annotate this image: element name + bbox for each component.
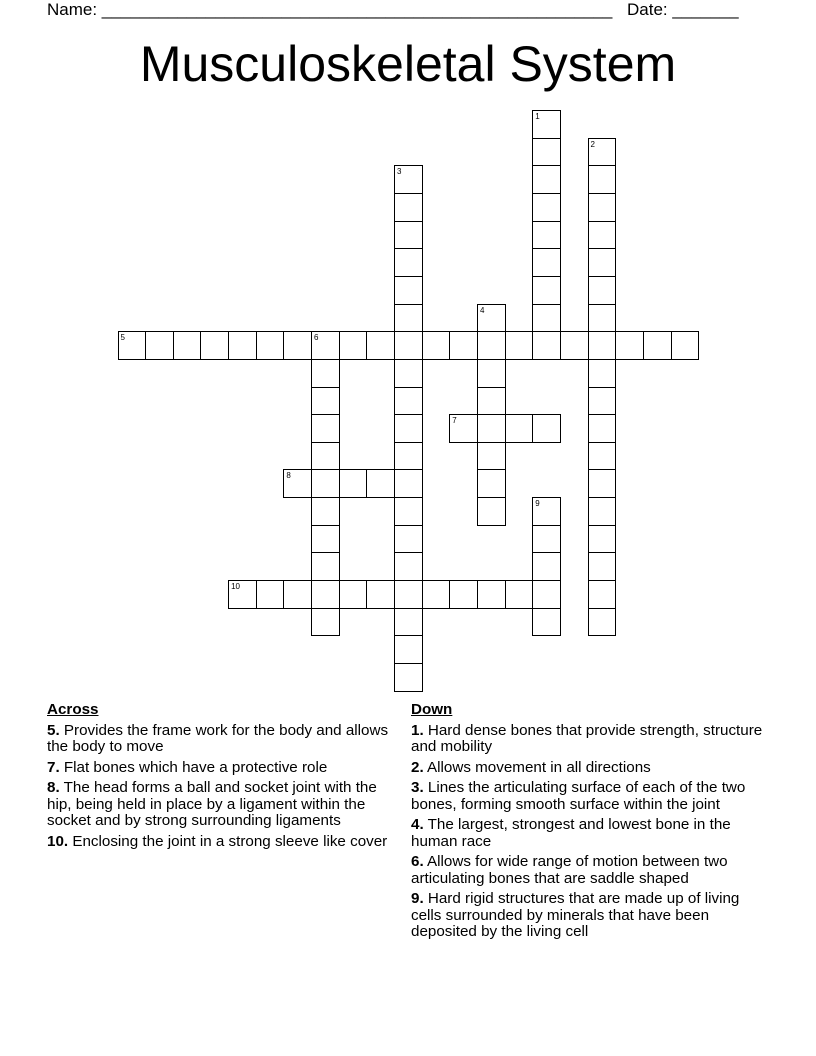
crossword-cell[interactable] bbox=[588, 525, 617, 554]
crossword-cell[interactable] bbox=[339, 331, 368, 360]
clue-item bbox=[47, 723, 397, 756]
crossword-cell[interactable] bbox=[477, 469, 506, 498]
clue-number: 5. bbox=[47, 721, 60, 739]
crossword-cell[interactable] bbox=[588, 138, 617, 167]
clue-item bbox=[47, 760, 397, 777]
crossword-cell[interactable] bbox=[339, 469, 368, 498]
clue-number: 3. bbox=[411, 779, 424, 796]
crossword-cell[interactable] bbox=[394, 469, 423, 498]
crossword-cell[interactable] bbox=[588, 414, 617, 443]
crossword-cell[interactable] bbox=[394, 497, 423, 526]
clue-text: Allows movement in all directions bbox=[423, 758, 651, 776]
crossword-cell[interactable] bbox=[532, 165, 561, 194]
crossword-cell[interactable] bbox=[532, 110, 561, 139]
clue-text: Lines the articulating surface of each of the two bones, forming smooth surface within the joint bbox=[411, 779, 746, 813]
crossword-cell[interactable] bbox=[394, 359, 423, 388]
cell-number: 9 bbox=[535, 499, 540, 509]
crossword-cell[interactable] bbox=[394, 221, 423, 250]
crossword-cell[interactable] bbox=[394, 608, 423, 637]
clue-number: 2. bbox=[411, 758, 424, 776]
crossword-cell[interactable] bbox=[311, 608, 340, 637]
crossword-cell[interactable] bbox=[449, 414, 478, 443]
crossword-cell[interactable] bbox=[532, 304, 561, 333]
crossword-cell[interactable] bbox=[366, 469, 395, 498]
crossword-cell[interactable] bbox=[588, 552, 617, 581]
crossword-cell[interactable] bbox=[671, 331, 700, 360]
crossword-cell[interactable] bbox=[311, 580, 340, 609]
crossword-cell[interactable] bbox=[588, 497, 617, 526]
cell-number: 2 bbox=[590, 139, 595, 149]
clue-text: Hard rigid structures that are made up of living cells surrounded by minerals that have been deposited by the living cell bbox=[411, 890, 740, 940]
crossword-cell[interactable] bbox=[477, 304, 506, 333]
clue-number: 6. bbox=[411, 853, 424, 870]
crossword-cell[interactable] bbox=[394, 663, 423, 692]
crossword-cell[interactable] bbox=[311, 525, 340, 554]
crossword-cell[interactable] bbox=[588, 304, 617, 333]
crossword-cell[interactable] bbox=[588, 165, 617, 194]
crossword-cell[interactable] bbox=[532, 276, 561, 305]
crossword-cell[interactable] bbox=[311, 442, 340, 471]
clue-text: Flat bones which have a protective role bbox=[59, 758, 328, 776]
clue-item bbox=[411, 780, 766, 813]
crossword-cell[interactable] bbox=[588, 276, 617, 305]
crossword-cell[interactable] bbox=[532, 580, 561, 609]
clue-text: Provides the frame work for the body and allows the body to move bbox=[47, 721, 389, 755]
crossword-cell[interactable] bbox=[394, 165, 423, 194]
clue-text: Hard dense bones that provide strength, structure and mobility bbox=[411, 721, 763, 755]
crossword-cell[interactable] bbox=[615, 331, 644, 360]
crossword-cell[interactable] bbox=[394, 276, 423, 305]
crossword-cell[interactable] bbox=[228, 331, 257, 360]
crossword-cell[interactable] bbox=[477, 414, 506, 443]
crossword-cell[interactable] bbox=[477, 387, 506, 416]
crossword-cell[interactable] bbox=[422, 331, 451, 360]
across-clues bbox=[47, 702, 397, 854]
crossword-cell[interactable] bbox=[505, 331, 534, 360]
crossword-cell[interactable] bbox=[532, 552, 561, 581]
clue-number: 9. bbox=[411, 890, 424, 907]
crossword-cell[interactable] bbox=[394, 304, 423, 333]
clue-text: Allows for wide range of motion between two articulating bones that are saddle shaped bbox=[411, 853, 728, 887]
crossword-cell[interactable] bbox=[394, 248, 423, 277]
crossword-cell[interactable] bbox=[311, 359, 340, 388]
crossword-cell[interactable] bbox=[588, 387, 617, 416]
crossword-cell[interactable] bbox=[311, 387, 340, 416]
crossword-cell[interactable] bbox=[532, 248, 561, 277]
cell-number: 8 bbox=[286, 471, 291, 481]
crossword-cell[interactable] bbox=[394, 525, 423, 554]
crossword-cell[interactable] bbox=[532, 138, 561, 167]
crossword-cell[interactable] bbox=[588, 469, 617, 498]
crossword-cell[interactable] bbox=[505, 580, 534, 609]
crossword-cell[interactable] bbox=[118, 331, 147, 360]
crossword-cell[interactable] bbox=[477, 359, 506, 388]
crossword-cell[interactable] bbox=[311, 469, 340, 498]
crossword-cell[interactable] bbox=[311, 497, 340, 526]
cell-number: 6 bbox=[314, 333, 319, 343]
across-heading: Across bbox=[47, 701, 99, 718]
crossword-cell[interactable] bbox=[311, 552, 340, 581]
crossword-cell[interactable] bbox=[449, 580, 478, 609]
cell-number: 1 bbox=[535, 112, 540, 121]
down-clue-list bbox=[411, 723, 766, 941]
crossword-cell[interactable] bbox=[588, 248, 617, 277]
crossword-cell[interactable] bbox=[588, 580, 617, 609]
crossword-cell[interactable] bbox=[477, 331, 506, 360]
crossword-cell[interactable] bbox=[256, 331, 285, 360]
crossword-cell[interactable] bbox=[283, 331, 312, 360]
crossword-cell[interactable] bbox=[228, 580, 257, 609]
page-title: Musculoskeletal System bbox=[139, 36, 677, 92]
crossword-cell[interactable] bbox=[643, 331, 672, 360]
crossword-cell[interactable] bbox=[394, 552, 423, 581]
crossword-cell[interactable] bbox=[256, 580, 285, 609]
clue-number: 7. bbox=[47, 758, 60, 776]
crossword-cell[interactable] bbox=[366, 331, 395, 360]
crossword-cell[interactable] bbox=[145, 331, 174, 360]
crossword-cell[interactable] bbox=[505, 414, 534, 443]
clue-text: The largest, strongest and lowest bone in the human race bbox=[411, 816, 731, 850]
clue-item bbox=[411, 723, 766, 756]
crossword-cell[interactable] bbox=[532, 497, 561, 526]
crossword-cell[interactable] bbox=[173, 331, 202, 360]
date-field-label: Date: _______ bbox=[627, 0, 739, 19]
crossword-cell[interactable] bbox=[339, 580, 368, 609]
crossword-cell[interactable] bbox=[422, 580, 451, 609]
crossword-cell[interactable] bbox=[311, 331, 340, 360]
crossword-cell[interactable] bbox=[532, 608, 561, 637]
crossword-cell[interactable] bbox=[283, 469, 312, 498]
clue-text: The head forms a ball and socket joint with the hip, being held in place by a ligament within the socket and by strong surrounding ligaments bbox=[47, 779, 377, 829]
clue-item bbox=[411, 817, 766, 850]
crossword-cell[interactable] bbox=[532, 221, 561, 250]
cell-number: 3 bbox=[397, 167, 402, 177]
crossword-cell[interactable] bbox=[394, 414, 423, 443]
crossword-cell[interactable] bbox=[477, 580, 506, 609]
crossword-cell[interactable] bbox=[283, 580, 312, 609]
clue-item bbox=[411, 854, 766, 887]
crossword-cell[interactable] bbox=[588, 331, 617, 360]
crossword-cell[interactable] bbox=[394, 193, 423, 222]
crossword-cell[interactable] bbox=[532, 331, 561, 360]
clue-item bbox=[411, 891, 766, 941]
crossword-cell[interactable] bbox=[477, 497, 506, 526]
name-field-label: Name: ______________________________________________________ bbox=[47, 0, 613, 19]
clue-number: 4. bbox=[411, 816, 424, 833]
clue-item bbox=[47, 780, 397, 830]
cell-number: 7 bbox=[452, 416, 457, 426]
crossword-cell[interactable] bbox=[477, 442, 506, 471]
clue-item bbox=[47, 834, 397, 851]
clue-number: 10. bbox=[47, 832, 69, 850]
crossword-cell[interactable] bbox=[200, 331, 229, 360]
crossword-cell[interactable] bbox=[532, 193, 561, 222]
crossword-cell[interactable] bbox=[532, 525, 561, 554]
down-clues bbox=[411, 702, 766, 945]
across-clue-list bbox=[47, 723, 397, 851]
clue-item bbox=[411, 760, 766, 777]
crossword-cell[interactable] bbox=[394, 387, 423, 416]
crossword-cell[interactable] bbox=[588, 221, 617, 250]
cell-number: 4 bbox=[479, 305, 485, 315]
cell-number: 5 bbox=[120, 333, 125, 343]
crossword-cell[interactable] bbox=[394, 635, 423, 664]
crossword-cell[interactable] bbox=[588, 359, 617, 388]
crossword-cell[interactable] bbox=[588, 608, 617, 637]
crossword-cell[interactable] bbox=[532, 414, 561, 443]
clue-number: 8. bbox=[47, 779, 60, 796]
crossword-cell[interactable] bbox=[449, 331, 478, 360]
crossword-cell[interactable] bbox=[560, 331, 589, 360]
crossword-cell[interactable] bbox=[311, 414, 340, 443]
crossword-cell[interactable] bbox=[394, 442, 423, 471]
crossword-cell[interactable] bbox=[394, 331, 423, 360]
crossword-cell[interactable] bbox=[588, 442, 617, 471]
crossword-cell[interactable] bbox=[366, 580, 395, 609]
clue-text: Enclosing the joint in a strong sleeve like cover bbox=[68, 832, 388, 850]
crossword-cell[interactable] bbox=[394, 580, 423, 609]
down-heading: Down bbox=[411, 701, 453, 718]
cell-number: 10 bbox=[231, 582, 240, 592]
clue-number: 1. bbox=[411, 721, 424, 739]
crossword-cell[interactable] bbox=[588, 193, 617, 222]
